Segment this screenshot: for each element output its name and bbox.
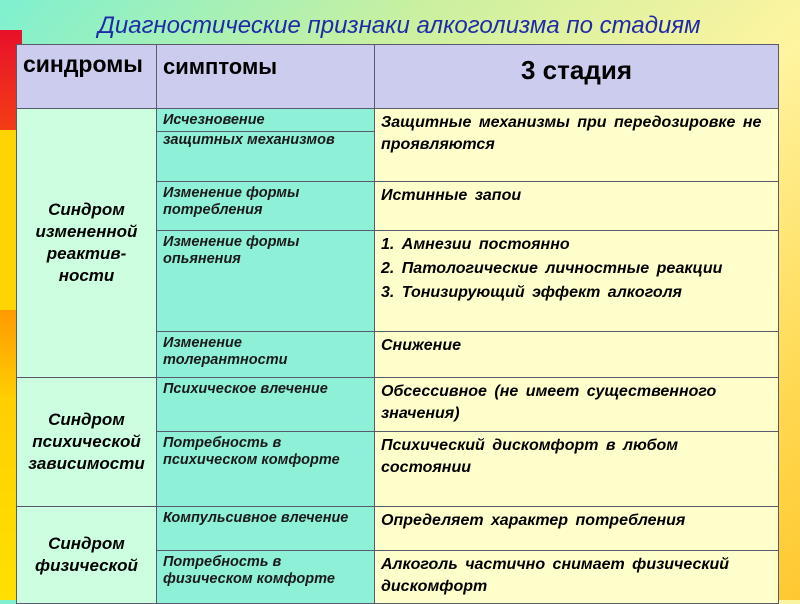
stage3-text: Определяет характер потребления [381, 512, 686, 529]
stage3-cell [375, 109, 779, 182]
symptom-cell: Психическое влечение [157, 378, 375, 432]
stage3-text: Снижение [381, 337, 462, 354]
stage3-cell [375, 378, 779, 432]
table-row [17, 507, 779, 551]
stage3-cell [375, 231, 779, 332]
header-syndromes: синдромы [17, 45, 157, 109]
table-row [17, 109, 779, 182]
syndrome-cell: Синдром измененной реактив-ности [17, 109, 157, 378]
stage3-cell [375, 332, 779, 378]
symptom-cell: Изменение толерантности [157, 332, 375, 378]
stage3-text: Обсессивное (не имеет существенного значения) [381, 383, 717, 422]
stage3-text: Алкоголь частично снимает физический дискомфорт [381, 556, 730, 595]
stage3-text: Истинные запои [381, 187, 522, 204]
symptom-cell: Потребность в психическом комфорте [157, 432, 375, 507]
stage3-cell [375, 182, 779, 231]
header-row [17, 45, 779, 109]
symptom-cell: Компульсивное влечение [157, 507, 375, 551]
header-symptoms: симптомы [157, 45, 375, 109]
diagnostic-table [16, 44, 779, 604]
symptom-cell: Изменение формы потребления [157, 182, 375, 231]
symptom-cell [157, 109, 375, 182]
symptom-cell: Потребность в физическом комфорте [157, 551, 375, 604]
symptom-cell: Изменение формы опьянения [157, 231, 375, 332]
symptom-text-a: Исчезновение [163, 112, 265, 128]
symptom-text-b: защитных механизмов [157, 131, 374, 149]
stage3-cell [375, 507, 779, 551]
stage3-text: Защитные механизмы при передозировке не проявляются [381, 114, 762, 153]
syndrome-cell: Синдром психической зависимости [17, 378, 157, 507]
stage3-cell [375, 551, 779, 604]
table-row [17, 378, 779, 432]
header-stage3: 3 стадия [375, 45, 779, 109]
stage3-text: 3. Тонизирующий эффект алкоголя [381, 284, 682, 301]
stage3-text: Психический дискомфорт в любом состоянии [381, 437, 679, 476]
stage3-cell [375, 432, 779, 507]
page-title: Диагностические признаки алкоголизма по стадиям [98, 12, 701, 39]
syndrome-cell: Синдром физической [17, 507, 157, 604]
stage3-text: 2. Патологические личностные реакции [381, 260, 723, 277]
stage3-text: 1. Амнезии постоянно [381, 236, 570, 253]
